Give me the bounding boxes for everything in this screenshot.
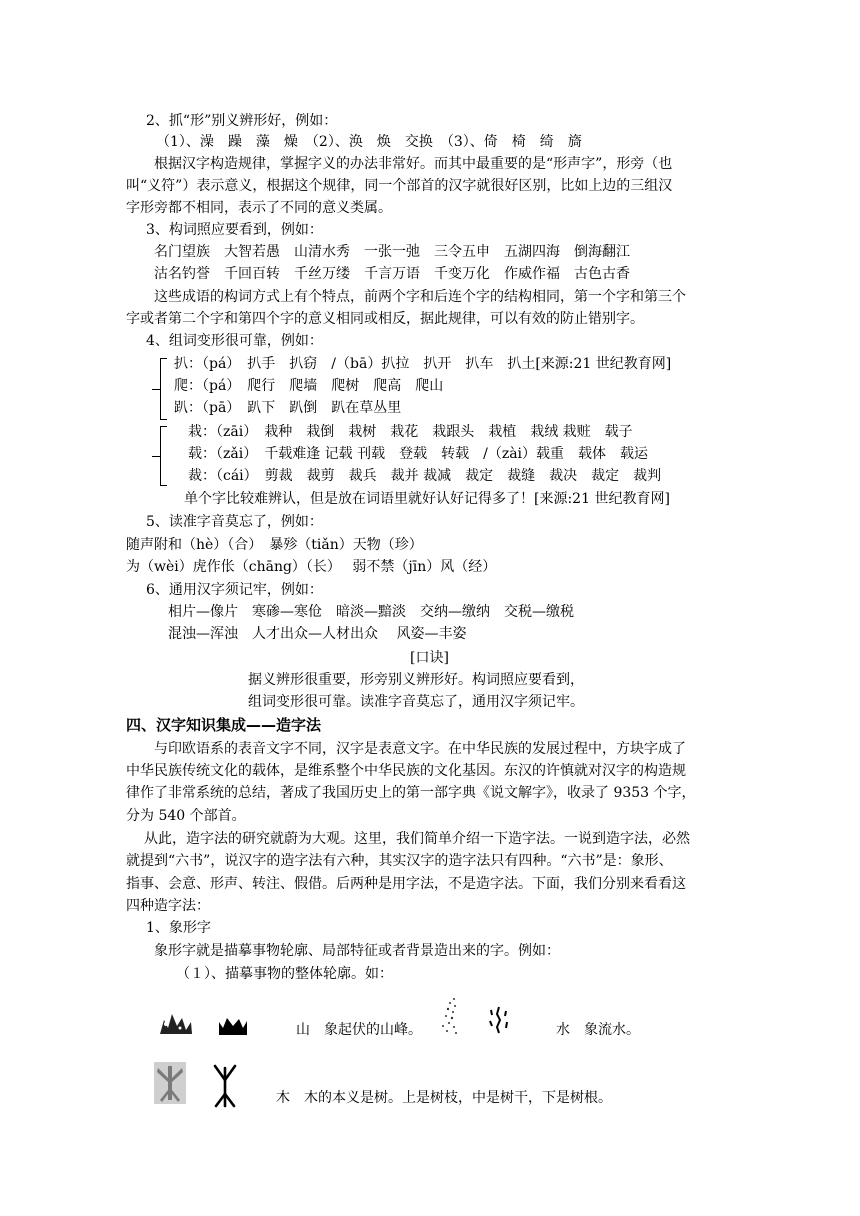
- section5-title: 5、读准字音莫忘了，例如：: [146, 514, 323, 530]
- section6-row: 相片—像片 寒碜—寒伧 暗淡—黯淡 交纳—缴纳 交税—缴税: [168, 604, 574, 620]
- part4-para2-line: 四种造字法：: [126, 898, 210, 914]
- section2-para-line: 根据汉字构造规律，掌握字义的办法非常好。而其中最重要的是“形声字”，形旁（也: [154, 156, 673, 172]
- water-seal-image: [438, 996, 462, 1036]
- section3-row: 沽名钓誉 千回百转 千丝万缕 千言万语 千变万化 作威作福 古色古香: [154, 266, 630, 282]
- section2-examples: （1）、澡 躁 藻 燥 （2）、涣 焕 交换 （3）、倚 椅 绮 旖: [156, 134, 582, 150]
- section6-title: 6、通用汉字须记牢，例如：: [146, 582, 323, 598]
- mnemonic-title: [口诀]: [410, 650, 449, 666]
- mnemonic-line: 据义辨形很重要，形旁别义辨形好。构词照应要看到，: [248, 672, 584, 688]
- brace-group2: [160, 426, 169, 486]
- section3-row: 名门望族 大智若愚 山清水秀 一张一弛 三令五申 五湖四海 倒海翻江: [154, 244, 630, 260]
- section6-row: 混浊—浑浊 人才出众—人材出众 风姿—丰姿: [168, 626, 467, 642]
- section4-title: 4、组词变形很可靠，例如：: [146, 333, 323, 349]
- water-oracle-image: [488, 1006, 510, 1034]
- mountain-oracle-image: [218, 1016, 248, 1036]
- mnemonic-line: 组词变形很可靠。读准字音莫忘了，通用汉字须记牢。: [248, 694, 584, 710]
- group2-row: 栽：（zāi） 栽种 栽倒 栽树 栽花 栽跟头 栽植 栽绒 栽赃 载子: [188, 424, 633, 440]
- part4-para1-line: 律作了非常系统的总结，著成了我国历史上的第一部字典《说文解字》，收录了 9353 个字，: [126, 785, 696, 801]
- group1-row: 爬：（pá） 爬行 爬墙 爬树 爬高 爬山: [174, 378, 444, 394]
- mountain-seal-image: [158, 1010, 194, 1036]
- tree-seal-image: [154, 1062, 186, 1104]
- tree-oracle-image: [212, 1064, 238, 1108]
- water-caption: 水 象流水。: [556, 1022, 640, 1038]
- part4-para2-line: 就提到“六书”，说汉字的造字法有六种，其实汉字的造字法只有四种。“六书”是：象形、: [126, 853, 673, 869]
- sub1-item: （１）、描摹事物的整体轮廓。如：: [176, 966, 393, 982]
- section3-para-line: 这些成语的构词方式上有个特点，前两个字和后连个字的结构相同，第一个字和第三个: [154, 289, 686, 305]
- part4-para2-line: 从此，造字法的研究就蔚为大观。这里，我们简单介绍一下造字法。一说到造字法，必然: [144, 831, 690, 847]
- tree-caption: 木 木的本义是树。上是树枝，中是树干，下是树根。: [276, 1090, 612, 1106]
- section2-para-line: 字形旁都不相同，表示了不同的意义类属。: [126, 200, 392, 216]
- group2-row: 载：（zǎi） 千载难逢 记载 刊载 登载 转载 /（zài）载重 载体 载运: [188, 446, 649, 462]
- part4-para1-line: 中华民族传统文化的载体，是维系整个中华民族的文化基因。东汉的许慎就对汉字的构造规: [126, 763, 686, 779]
- group1-row: 扒：（pá） 扒手 扒窃 /（bā）扒拉 扒开 扒车 扒土[来源:21 世纪教育网]: [174, 356, 672, 372]
- section4-note: 单个字比较难辨认，但是放在词语里就好认好记得多了！[来源:21 世纪教育网]: [184, 491, 670, 507]
- group2-row: 裁：（cái） 剪裁 裁剪 裁兵 裁并 裁减 裁定 裁缝 裁决 裁定 裁判: [188, 468, 662, 484]
- part4-para2-line: 指事、会意、形声、转注、假借。后两种是用字法，不是造字法。下面，我们分别来看看这: [126, 876, 686, 892]
- section3-title: 3、构词照应要看到，例如：: [146, 222, 323, 238]
- section5-row: 随声附和（hè）（合） 暴殄（tiǎn）天物（珍）: [126, 537, 423, 553]
- section2-title: 2、抓“形”别义辨形好，例如：: [146, 113, 338, 129]
- mountain-caption: 山 象起伏的山峰。: [296, 1022, 422, 1038]
- sub1-desc: 象形字就是描摹事物轮廓、局部特征或者背景造出来的字。例如：: [154, 943, 560, 959]
- part4-para1-line: 分为 540 个部首。: [126, 808, 246, 824]
- section3-para-line: 字或者第二个字和第四个字的意义相同或相反，据此规律，可以有效的防止错别字。: [126, 311, 644, 327]
- section2-para-line: 叫“义符”）表示意义，根据这个规律，同一个部首的汉字就很好区别，比如上边的三组汉: [126, 178, 673, 194]
- sub1-title: 1、象形字: [146, 920, 211, 936]
- section5-row: 为（wèi）虎作伥（chāng）（长） 弱不禁（jīn）风（经）: [126, 559, 497, 575]
- group1-row: 趴：（pā） 趴下 趴倒 趴在草丛里: [174, 400, 402, 416]
- part4-heading: 四、汉字知识集成——造字法: [126, 716, 322, 734]
- brace-group1: [160, 358, 169, 420]
- part4-para1-line: 与印欧语系的表音文字不同，汉字是表意文字。在中华民族的发展过程中，方块字成了: [154, 741, 686, 757]
